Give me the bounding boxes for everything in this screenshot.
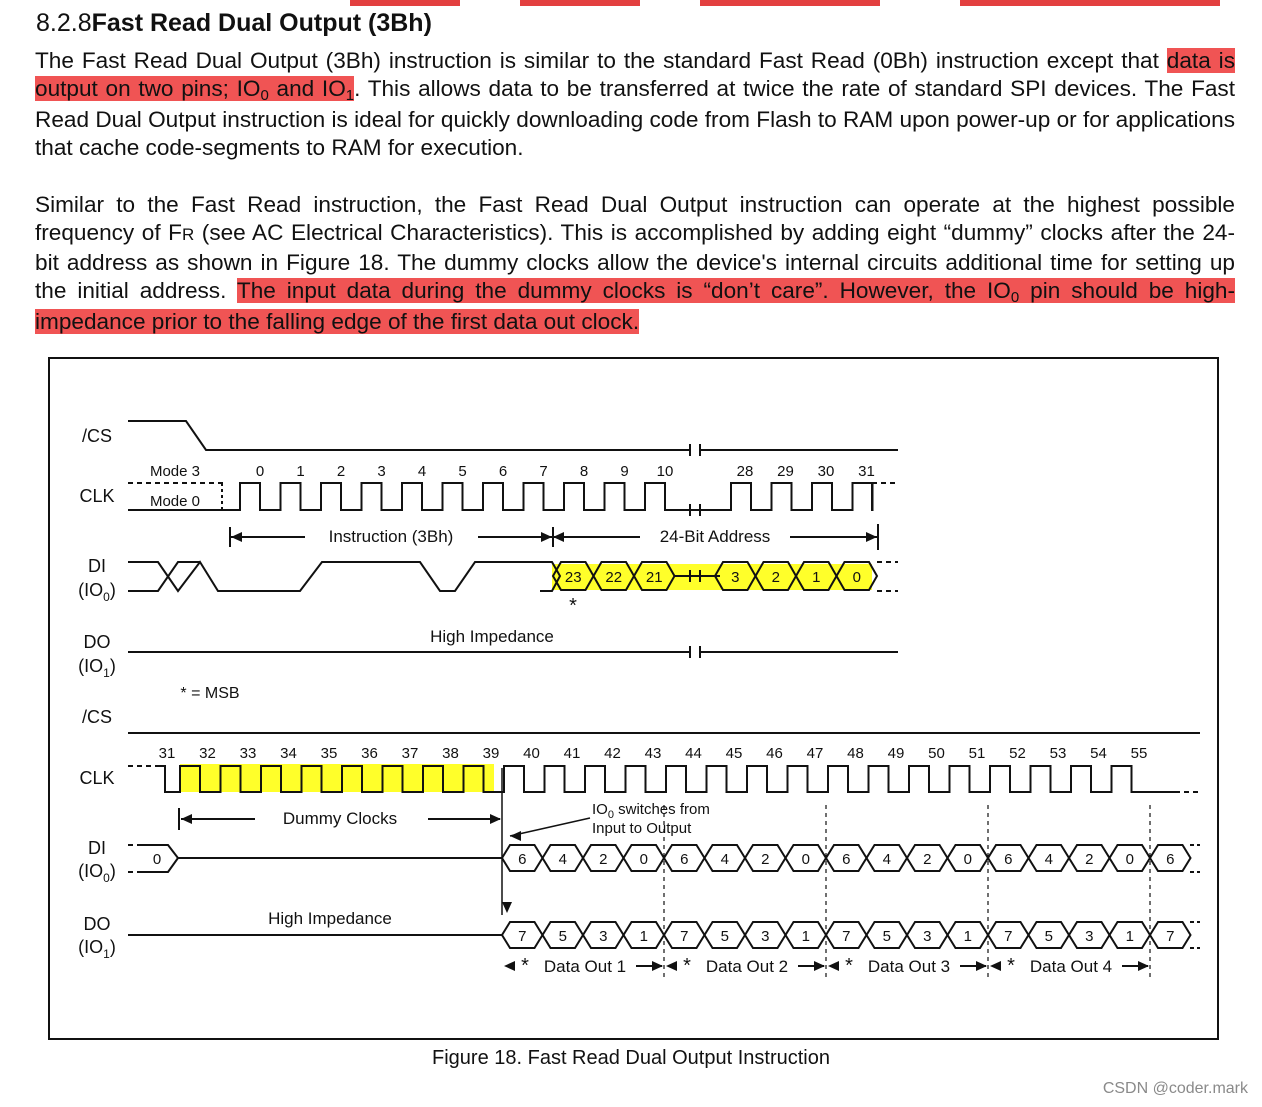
clk-number-bottom: 53 [1049,745,1067,762]
di-data-bit-label: 6 [680,851,689,868]
clk-number-bottom: 54 [1090,745,1107,762]
highlight-text: pin should be high-impedance prior to the falling edge of the first data out clock. [35,278,1236,334]
figure-caption: Figure 18. Fast Read Dual Output Instruction [432,1047,830,1069]
section-number: 8.2.8 [36,9,92,37]
highlight-text: and IO [268,76,346,101]
address-bit-label: 23 [564,569,582,586]
data-out-star: * [1007,955,1015,977]
di-data-bit-label: 4 [720,851,729,868]
clk-number-bottom: 41 [563,745,581,762]
instruction-label: Instruction (3Bh) [328,527,454,546]
do-data-bit-label: 5 [882,928,891,945]
cs-signal-top [128,421,690,450]
address-bit-label: 22 [605,569,623,586]
data-out-star: * [683,955,691,977]
clk-number-top: 30 [817,463,835,480]
subscript: 0 [260,87,269,104]
do-label-bottom: DO [83,914,111,934]
switch-pointer-head [510,831,521,841]
clk-number-bottom: 34 [280,745,297,762]
di-data-bit-label: 0 [1125,851,1134,868]
clk-number-bottom: 36 [361,745,378,762]
di-data-bit-label: 4 [882,851,891,868]
do-data-bit-label: 5 [720,928,729,945]
data-start-arrow [502,902,512,913]
data-out-arrow-left [990,961,1001,971]
clk-number-bottom: 49 [887,745,905,762]
data-out-arrow-right [652,961,663,971]
do-data-bit-label: 1 [963,928,972,945]
do-data-bit-label: 7 [1166,928,1175,945]
clk-number-bottom: 39 [482,745,500,762]
di-waveform-instruction [128,562,552,591]
dummy-clock-highlight [180,764,494,792]
di-data-bit-label: 6 [1004,851,1013,868]
timing-diagram-content [78,421,1200,980]
data-out-arrow-left [666,961,677,971]
subscript: 1 [345,87,355,104]
di-data-bit-label: 0 [801,851,810,868]
data-out-arrow-left [828,961,839,971]
clk-number-top: 8 [579,463,589,480]
do-data-bit-label: 3 [1085,928,1094,945]
highlight-text: The input data during the dummy clocks is “don’t care”. However, the IO [236,278,1011,303]
clk-signal-top-a [225,483,700,510]
paragraph-2-text: (see AC Electrical Characteristics). This is accomplished by adding eight “dummy” clocks after the 24-bit address as shown in Figure 18. The dummy clocks allow the device's internal circuits additional time for setting up the initial address. [35,220,1236,303]
clk-number-top: 2 [336,463,346,480]
do-data-bit-label: 7 [842,928,851,945]
addr-arrow-left [553,532,564,542]
di-io0-label-bottom: $(IO_0)$ [78,861,116,885]
address-label: 24-Bit Address [659,527,771,546]
dummy-arrow-right [490,814,501,824]
di-data-bit-label: 2 [599,851,608,868]
clk-number-top: 1 [296,463,305,480]
instr-arrow-right [541,532,552,542]
clk-number-bottom: 44 [685,745,702,762]
switch-note-line1: $IO_0$ switches from [592,801,710,821]
clk-number-bottom: 37 [401,745,419,762]
clk-number-top: 6 [498,463,508,480]
clk-number-bottom: 51 [968,745,986,762]
clk-number-top: 3 [377,463,386,480]
clk-number-bottom: 55 [1130,745,1148,762]
address-bit-label: 1 [812,569,821,586]
clk-number-bottom: 52 [1009,745,1026,762]
paragraph-2-text: Similar to the Fast Read instruction, the Fast Read Dual Output instruction can operate at the highest possible frequency of F [35,192,1235,245]
clk-number-bottom: 48 [847,745,864,762]
clk-number-bottom: 33 [239,745,257,762]
data-out-label: Data Out 1 [543,957,627,976]
address-bit-label: 2 [771,569,780,586]
clk-signal-top-b [700,483,873,510]
data-out-arrow-right [814,961,825,971]
di-label: DI [88,556,106,576]
data-out-label: Data Out 2 [705,957,789,976]
msb-note: * = MSB [180,685,240,702]
do-b-high-impedance-label: High Impedance [268,909,392,928]
watermark: CSDN @coder.mark [1102,1080,1248,1097]
clk-number-bottom: 42 [604,745,621,762]
do-data-bit-label: 1 [1125,928,1134,945]
address-bit-label: 21 [645,569,663,586]
clk-number-top: 28 [736,463,754,480]
data-out-label: Data Out 4 [1029,957,1113,976]
address-bit-label: 0 [852,569,861,586]
do-data-bit-label: 7 [1004,928,1013,945]
do-data-bit-label: 1 [639,928,648,945]
do-data-bit-label: 7 [680,928,689,945]
di-data-bit-label: 2 [761,851,770,868]
clk-number-bottom: 40 [523,745,540,762]
paragraph-1-text: The Fast Read Dual Output (3Bh) instruction is similar to the standard Fast Read (0Bh) instruction except that [35,48,1167,73]
di-first-bit: 0 [152,851,162,868]
switch-pointer [510,818,590,836]
clk-label: CLK [79,486,115,506]
di-label-bottom: DI [88,838,106,858]
clk-number-bottom: 47 [806,745,824,762]
di-data-bit-label: 0 [639,851,648,868]
mode0-label: Mode 0 [149,493,201,510]
di-data-bit-label: 4 [558,851,567,868]
section-title: Fast Read Dual Output (3Bh) [91,9,432,37]
clk-number-top: 9 [620,463,629,480]
addr-arrow-right [866,532,877,542]
fr-subscript: R [181,225,195,244]
do-io1-label-bottom: $(IO_1)$ [78,937,116,961]
di-io0-label: $(IO_0)$ [78,580,116,604]
clk-number-top: 4 [417,463,427,480]
do-io1-label: $(IO_1)$ [78,656,116,680]
clk-number-top: 31 [858,463,875,480]
di-data-bit-label: 4 [1044,851,1053,868]
switch-note-line2: Input to Output [592,820,692,837]
clk-number-bottom: 38 [442,745,459,762]
msb-star: * [569,595,577,617]
instr-arrow-left [231,532,242,542]
clk-number-bottom: 45 [725,745,743,762]
data-out-arrow-left [504,961,515,971]
clk-number-top: 29 [777,463,794,480]
di-data-bit-label: 6 [842,851,851,868]
clk-number-bottom: 35 [320,745,338,762]
dummy-arrow-left [181,814,192,824]
clk-label-bottom: CLK [79,768,115,788]
do-label: DO [83,632,111,652]
address-bit-label: 3 [731,569,740,586]
do-high-impedance-label: High Impedance [430,627,554,646]
subscript: 0 [1010,289,1020,306]
clk-number-bottom: 46 [766,745,783,762]
clk-number-bottom: 32 [199,745,216,762]
do-data-bit-label: 3 [761,928,770,945]
clk-number-top: 10 [656,463,674,480]
cs-label-bottom: /CS [81,707,113,727]
highlight-text: data is output on two pins; IO [35,48,1235,101]
mode3-label: Mode 3 [149,463,201,480]
clk-number-bottom: 50 [928,745,945,762]
clk-number-top: 0 [255,463,265,480]
di-data-bit-label: 6 [518,851,527,868]
di-data-bit-label: 2 [1085,851,1094,868]
di-data-bit-label: 0 [963,851,972,868]
data-out-label: Data Out 3 [867,957,951,976]
data-out-arrow-right [976,961,987,971]
data-out-star: * [521,955,529,977]
data-out-star: * [845,955,853,977]
clk-number-top: 5 [458,463,467,480]
paragraph-1-text: . This allows data to be transferred at twice the rate of standard SPI devices. The Fast Read Dual Output instruction is ideal for quickly downloading code from Flash to RAM upon power-up or for applications that cache code-segments to RAM for execution. [35,76,1236,160]
do-data-bit-label: 5 [1044,928,1053,945]
clk-number-bottom: 31 [158,745,176,762]
data-out-arrow-right [1138,961,1149,971]
cs-label: /CS [81,426,113,446]
dummy-clocks-label: Dummy Clocks [282,809,398,828]
do-data-bit-label: 3 [923,928,932,945]
do-data-bit-label: 5 [558,928,567,945]
do-data-bit-label: 1 [801,928,810,945]
clk-number-bottom: 43 [644,745,662,762]
clk-number-top: 7 [539,463,548,480]
di-data-bit-label: 2 [923,851,932,868]
do-data-bit-label: 3 [599,928,608,945]
do-data-bit-label: 7 [518,928,527,945]
di-data-bit-label: 6 [1166,851,1175,868]
